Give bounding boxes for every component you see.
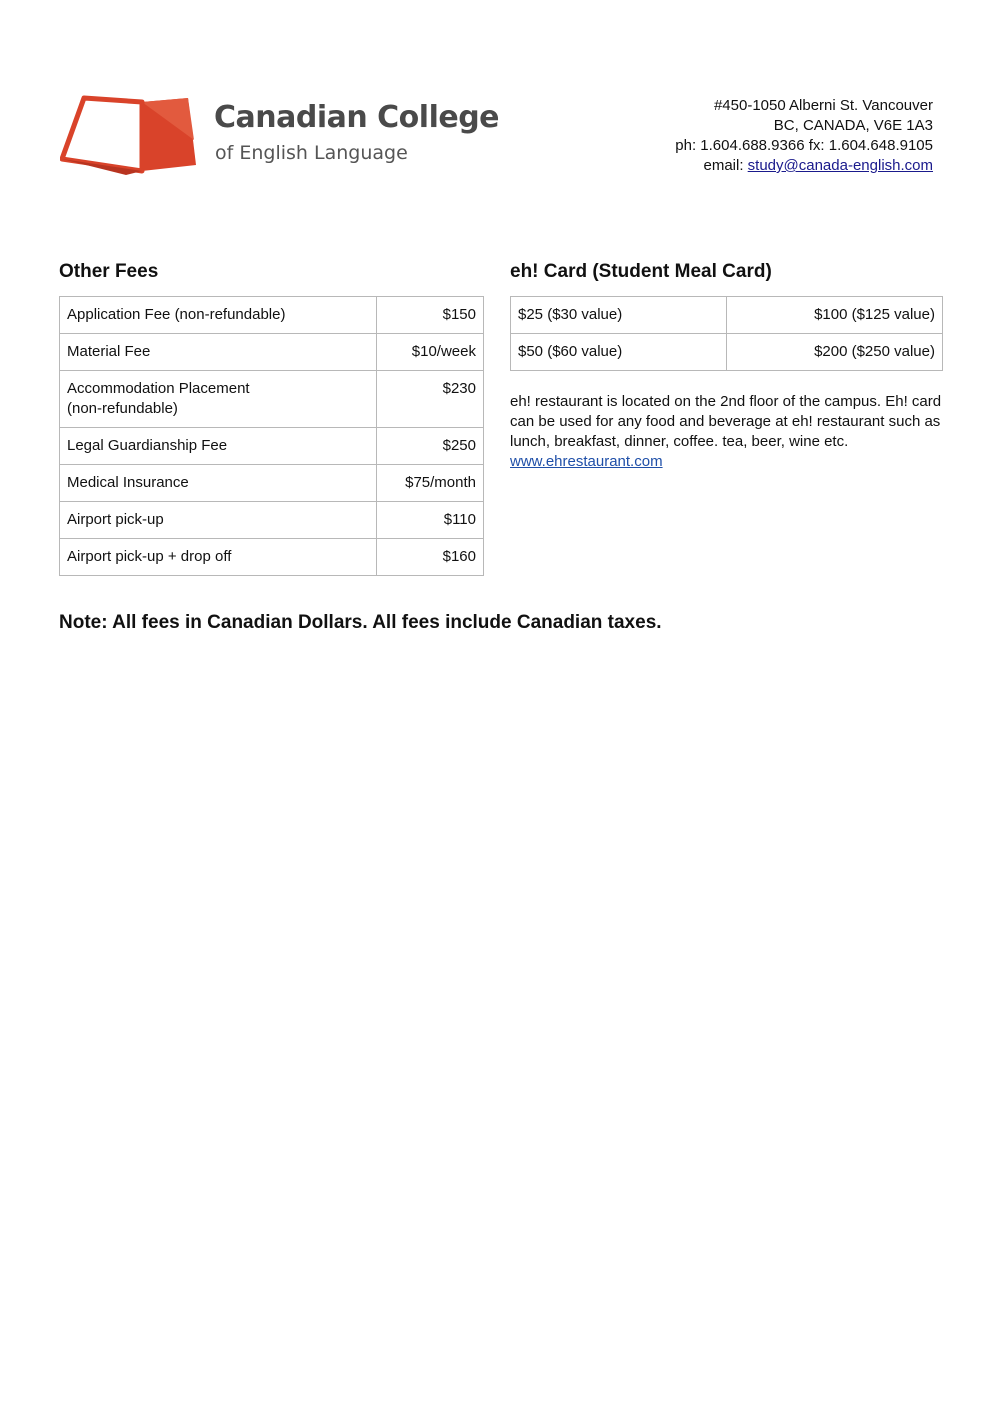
fee-label: Legal Guardianship Fee — [60, 428, 377, 465]
logo-name: Canadian College — [214, 100, 500, 135]
meal-card-row — [511, 297, 943, 334]
other-fees-table — [59, 296, 484, 576]
meal-card-row — [511, 334, 943, 371]
meal-card-table — [510, 296, 943, 371]
other-fees-title: Other Fees — [59, 261, 159, 282]
fee-row — [60, 465, 484, 502]
meal-card-title: eh! Card (Student Meal Card) — [510, 261, 772, 282]
email-link[interactable]: study@canada-english.com — [747, 157, 933, 174]
fee-row — [60, 297, 484, 334]
fee-label: Material Fee — [60, 334, 377, 371]
fee-label: Application Fee (non-refundable) — [60, 297, 377, 334]
fee-amount: $230 — [377, 371, 484, 428]
fees-note: Note: All fees in Canadian Dollars. All fees include Canadian taxes. — [59, 612, 662, 633]
fee-label: Airport pick-up + drop off — [60, 539, 377, 576]
meal-card-option-right: $200 ($250 value) — [727, 334, 943, 371]
meal-card-description — [510, 392, 960, 472]
email-label: email: — [703, 157, 748, 174]
address-line-2: BC, CANADA, V6E 1A3 — [773, 117, 933, 134]
fee-row — [60, 334, 484, 371]
fee-amount: $160 — [377, 539, 484, 576]
meal-card-option-left: $50 ($60 value) — [511, 334, 727, 371]
meal-card-option-left: $25 ($30 value) — [511, 297, 727, 334]
fee-label: Airport pick-up — [60, 502, 377, 539]
fee-amount: $250 — [377, 428, 484, 465]
fee-amount: $110 — [377, 502, 484, 539]
meal-card-option-right: $100 ($125 value) — [727, 297, 943, 334]
address-line-1: #450-1050 Alberni St. Vancouver — [713, 97, 933, 114]
logo-subtitle: of English Language — [215, 142, 408, 164]
fee-amount: $75/month — [377, 465, 484, 502]
fee-amount: $150 — [377, 297, 484, 334]
address-block — [675, 96, 933, 176]
fee-row — [60, 428, 484, 465]
restaurant-link[interactable]: www.ehrestaurant.com — [510, 453, 663, 470]
fee-label: Medical Insurance — [60, 465, 377, 502]
phone-line: ph: 1.604.688.9366 fx: 1.604.648.9105 — [675, 137, 933, 154]
fee-label: Accommodation Placement (non-refundable) — [60, 371, 377, 428]
meal-card-description-text: eh! restaurant is located on the 2nd floor of the campus. Eh! card can be used for any food and beverage at eh! restaurant such as lunch, breakfast, dinner, coffee. tea, beer, wine etc. — [510, 393, 942, 450]
fee-row — [60, 539, 484, 576]
fee-amount: $10/week — [377, 334, 484, 371]
college-logo — [60, 95, 500, 180]
fee-row — [60, 502, 484, 539]
email-line — [675, 156, 933, 176]
open-book-logo-icon — [60, 95, 200, 180]
fee-row — [60, 371, 484, 428]
